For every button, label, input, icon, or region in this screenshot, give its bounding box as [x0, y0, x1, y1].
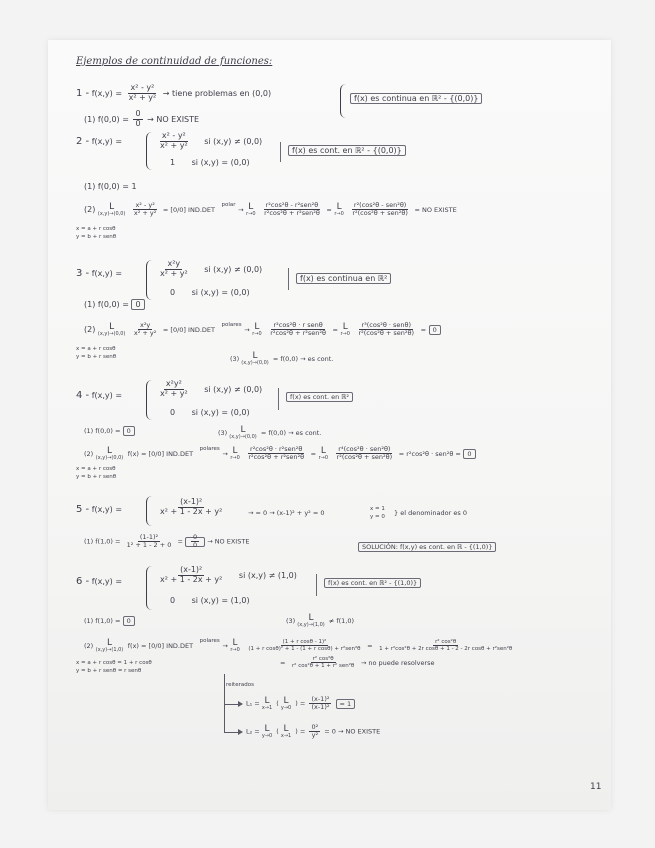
limit-symbol: L: [336, 201, 342, 212]
limit: [230, 639, 239, 653]
fraction: [377, 639, 514, 652]
indeterminate-form: = [0/0] IND.DET: [162, 206, 215, 215]
indeterminate-form: f(x) = [0/0] IND.DET: [127, 450, 194, 459]
conclusion-text: f(x) es cont. en ℝ²: [286, 392, 353, 402]
conclusion-text: f(x) es continua en ℝ²: [296, 273, 391, 284]
limit-symbol: L: [283, 695, 289, 706]
piecewise-case-1: [156, 380, 262, 399]
conclusion-text: f(x) es continua en ℝ² - {(0,0)}: [350, 93, 482, 104]
example-3-step-3: [230, 352, 333, 366]
denominator: r²(cos²θ + sen²θ): [352, 209, 408, 218]
example-2-number: 2 -: [76, 136, 90, 147]
conclusion-bar: [288, 268, 289, 290]
limit-symbol: L: [254, 321, 260, 332]
example-3-step-2: [84, 322, 441, 337]
fraction: [191, 534, 199, 549]
fraction: [158, 566, 224, 585]
numerator: r²cos²θ · r²sen²θ: [250, 445, 303, 453]
example-6-conclusion: [324, 580, 421, 587]
function-label: f(x,y) =: [91, 269, 123, 278]
limit: [246, 203, 255, 217]
limit-subscript: x→1: [280, 732, 292, 739]
step-number: (2): [84, 450, 94, 459]
close-paren: ): [295, 727, 298, 736]
denominator: 1 + r²cos²θ + 2r cosθ + 1 - 2 - 2r cosθ + r²sen²θ: [379, 646, 513, 652]
limit-symbol: L: [264, 695, 270, 706]
example-3-step-1: [84, 300, 145, 309]
boxed-value: 0: [429, 325, 441, 335]
denominator: 1² + 1 - 2 + 0: [126, 541, 172, 550]
example-4-number: 4 -: [76, 390, 90, 401]
conclusion-bar: [316, 574, 317, 596]
piecewise-case-1: [156, 566, 297, 585]
example-1-formula: [76, 84, 271, 103]
limit: [341, 323, 350, 337]
denominator: x² + y²: [160, 388, 188, 398]
denominator: r²(cos²θ + sen²θ): [358, 329, 415, 338]
step-number: (2): [84, 642, 94, 650]
piecewise-case-2: [170, 158, 250, 167]
denominator: x² + y²: [160, 140, 188, 150]
example-2-formula: [76, 136, 122, 148]
piecewise-case-2: [170, 288, 250, 297]
limit-subscript: r→0: [340, 330, 350, 337]
example-2-conclusion: [288, 146, 406, 155]
limit-symbol: L: [342, 321, 348, 332]
polar-note: polares: [199, 446, 220, 453]
denominator: r²cos²θ + r²sen²θ: [264, 209, 320, 218]
numerator: 0²: [311, 723, 319, 731]
denominator: 0: [135, 118, 141, 128]
fraction: [132, 322, 158, 337]
numerator: r² cos²θ: [435, 638, 457, 645]
denominator: x² + y²: [133, 329, 157, 338]
conclusion-text: f(x) es cont. en ℝ² - {(1,0)}: [324, 578, 421, 588]
equals-sign: =: [367, 642, 373, 650]
example-4-step-3: [218, 426, 321, 440]
example-5-number: 5 -: [76, 504, 90, 515]
limit-subscript: r→0: [246, 210, 256, 217]
example-2-step-1: (1) f(0,0) = 1: [84, 182, 137, 191]
denominator: y²: [311, 731, 319, 740]
equals-sign: =: [299, 699, 306, 708]
example-5-solution: [358, 544, 496, 551]
solution-y: y = 0: [370, 514, 385, 520]
limit-name: L₂ =: [246, 727, 260, 736]
limit-symbol: L: [106, 637, 112, 648]
limit-symbol: L: [248, 201, 254, 212]
numerator: (x-1)²: [180, 497, 203, 506]
limit-subscript: (x,y)→(1,0): [95, 646, 124, 653]
numerator: x² - y²: [135, 201, 155, 209]
step-number: (3): [286, 617, 296, 625]
step-number: (3): [218, 429, 228, 437]
limit-result: = 1: [336, 699, 356, 709]
example-6-step-1: [84, 618, 135, 625]
numerator: 0: [192, 533, 198, 541]
limit: [241, 352, 268, 366]
case-condition: si (x,y) = (0,0): [191, 158, 250, 167]
indeterminate-form: f(x) = [0/0] IND.DET: [127, 642, 194, 650]
denominator: x² + y²: [128, 92, 157, 102]
limit: [281, 725, 291, 739]
step-text: (1) f(1,0) =: [84, 617, 121, 625]
equals-sign: =: [310, 450, 317, 459]
numerator: x²y²: [165, 379, 182, 388]
limit-subscript: r→0: [252, 330, 262, 337]
arrow-icon: →: [238, 206, 244, 215]
denominator: (x-1)²: [311, 703, 330, 712]
fraction: [246, 446, 306, 461]
example-2-step-2: [84, 202, 457, 217]
limit: [230, 447, 239, 461]
case-value: 1: [170, 158, 176, 167]
numerator: x² - y²: [130, 83, 155, 92]
step-result: → NO EXISTE: [207, 537, 250, 546]
limit-subscript: (x,y)→(0,0): [229, 434, 257, 440]
notebook-page: [48, 40, 611, 810]
fraction: [133, 110, 142, 129]
open-paren: (: [276, 699, 279, 708]
numerator: x² - y²: [161, 131, 186, 140]
limit-subscript: r→0: [230, 646, 240, 653]
example-5-fraction: [156, 498, 226, 517]
piecewise-case-1: [156, 132, 262, 151]
limit-subscript: (x,y)→(0,0): [241, 360, 269, 366]
numerator: r² cos²θ: [312, 656, 334, 662]
arrow-icon: →: [244, 326, 250, 335]
equals-sign: =: [177, 537, 183, 546]
case-condition: si (x,y) ≠ (0,0): [204, 264, 263, 274]
numerator: x²y: [139, 321, 151, 329]
equals-sign: =: [280, 659, 286, 668]
example-3-conclusion: [296, 274, 391, 283]
fraction: [309, 696, 331, 711]
arrow-icon: →: [222, 642, 228, 650]
solution-text: SOLUCIÓN: f(x,y) es cont. en ℝ - {(1,0)}: [358, 542, 496, 552]
fraction: [262, 202, 322, 217]
denominator-note: } el denominador es 0: [394, 509, 467, 517]
limit: [281, 697, 291, 711]
piecewise-case-1: [156, 260, 262, 279]
substitution-y: y = b + r senθ = r senθ: [76, 668, 142, 674]
example-6-formula: [76, 576, 122, 588]
limit-subscript: (x,y)→(0,0): [97, 330, 126, 337]
numerator: (x-1)²: [311, 695, 330, 703]
fraction: [335, 446, 395, 461]
fraction: [127, 84, 159, 103]
limit: [98, 323, 125, 337]
example-3-number: 3 -: [76, 268, 90, 279]
problem-note: → tiene problemas en (0,0): [162, 88, 272, 98]
equals-sign: =: [326, 206, 332, 215]
denominator: r²cos²θ + r²sen²θ: [248, 453, 305, 462]
piecewise-case-2: [170, 408, 250, 417]
polar-note: polares: [199, 638, 220, 644]
arrow-icon: [238, 729, 243, 735]
example-5-step-1: [84, 534, 249, 549]
denominator: x² + 1 - 2x + y²: [160, 574, 223, 584]
numerator: r²(cos²θ - sen²θ): [353, 201, 407, 209]
example-6-step-2: [84, 638, 516, 653]
numerator: r³(cos²θ · senθ): [361, 321, 412, 329]
example-1-number: 1 -: [76, 87, 90, 99]
fraction: [246, 639, 362, 652]
example-6-polar-result: [280, 656, 435, 669]
limit-subscript: (x,y)→(0,0): [95, 454, 124, 461]
step-text: (1) f(1,0) =: [84, 537, 121, 546]
example-6-number: 6 -: [76, 576, 90, 587]
numerator: (1 + r cosθ - 1)²: [282, 638, 327, 645]
limit-symbol: L: [109, 321, 115, 332]
limit-subscript: r→0: [230, 454, 240, 461]
step-result: → NO EXISTE: [147, 114, 200, 124]
numerator: r²cos²θ - r²sen²θ: [265, 201, 319, 209]
step-result: = r²cos²θ · sen²θ =: [398, 450, 461, 459]
limit: [262, 697, 272, 711]
case-value: 0: [170, 408, 176, 417]
function-label: f(x,y) =: [91, 88, 123, 98]
limit-symbol: L: [264, 723, 270, 734]
limit: [252, 323, 261, 337]
step-text: (1) f(0,0) =: [84, 300, 129, 309]
denominator: x² + y²: [160, 268, 188, 278]
equals-sign: =: [299, 727, 306, 736]
case-condition: si (x,y) = (0,0): [191, 288, 250, 297]
case-condition: si (x,y) ≠ (0,0): [204, 384, 263, 394]
case-condition: si (x,y) ≠ (0,0): [204, 136, 263, 146]
denominator: r² cos²θ + 1 + r² sen²θ: [292, 663, 355, 670]
substitution-y: y = b + r senθ: [76, 474, 117, 480]
page-title: Ejemplos de continuidad de funciones:: [76, 56, 273, 67]
numerator: r⁴(cos²θ · sen²θ): [338, 445, 391, 453]
example-1-step-1: [84, 110, 199, 129]
boxed-value: 0: [131, 299, 144, 310]
fraction: [158, 260, 190, 279]
fraction: [350, 202, 410, 217]
substitution-y: y = b + r senθ: [76, 354, 117, 360]
step-text: (1) f(0,0) =: [84, 114, 129, 124]
case-condition: si (x,y) = (0,0): [191, 408, 250, 417]
example-4-step-1: [84, 428, 135, 435]
example-3-formula: [76, 268, 122, 280]
example-4-formula: [76, 390, 122, 402]
fraction: [158, 132, 190, 151]
denominator: 0: [192, 541, 198, 550]
function-label: f(x,y) =: [91, 577, 123, 586]
denominator: r²cos²θ + r²sen²θ: [270, 329, 326, 338]
example-5-formula: [76, 504, 122, 516]
substitution-x: x = a + r cosθ = 1 + r cosθ: [76, 660, 152, 666]
boxed-value: 0: [463, 449, 475, 459]
case-condition: si (x,y) = (1,0): [191, 596, 250, 605]
limit: [262, 725, 272, 739]
close-paren: ): [295, 699, 298, 708]
fraction: [125, 534, 174, 549]
fraction: [158, 380, 190, 399]
limit-subscript: (x,y)→(0,0): [97, 210, 126, 217]
denominator: (1 + r cosθ)² + 1 - (1 + r cosθ) + r²sen²θ: [248, 646, 361, 652]
limit: [297, 614, 324, 628]
iterated-limit-1: [246, 696, 355, 711]
iterated-label: reiterados: [226, 682, 254, 688]
arrow-icon: →: [222, 450, 228, 459]
limit-symbol: L: [308, 613, 314, 623]
function-label: f(x,y) =: [91, 505, 123, 514]
solution-x: x = 1: [370, 506, 385, 512]
numerator: x²y: [167, 259, 181, 268]
polar-note: polar: [221, 202, 236, 209]
limit-symbol: L: [283, 723, 289, 734]
example-4-conclusion: [286, 394, 353, 401]
fraction: [158, 498, 224, 517]
limit-subscript: r→0: [318, 454, 329, 461]
numerator: (1-1)²: [139, 533, 159, 541]
boxed-fraction: [185, 533, 205, 550]
boxed-value: 0: [123, 426, 135, 436]
limit-symbol: L: [232, 637, 238, 648]
limit: [98, 203, 125, 217]
polar-conclusion: → no puede resolverse: [360, 659, 435, 668]
case-value: 0: [170, 288, 176, 297]
limit-subscript: y→0: [261, 732, 273, 739]
limit-result: = 0 → NO EXISTE: [324, 727, 381, 736]
step-text: (1) f(0,0) =: [84, 427, 121, 435]
polar-note: polares: [221, 322, 242, 329]
substitution-x: x = a + r cosθ: [76, 466, 116, 472]
limit-symbol: L: [252, 351, 258, 361]
boxed-value: 0: [123, 616, 135, 626]
fraction: [290, 656, 356, 669]
example-5-analysis: → = 0 → (x-1)² + y² = 0: [248, 509, 325, 517]
limit-subscript: y→0: [280, 704, 292, 711]
equals-sign: =: [420, 326, 427, 335]
case-value: 0: [170, 596, 176, 605]
function-label: f(x,y) =: [91, 137, 123, 146]
function-label: f(x,y) =: [91, 391, 123, 400]
step-number: (2): [84, 205, 96, 215]
numerator: 0: [135, 109, 141, 118]
limit: [96, 639, 123, 653]
step-number: (2): [84, 325, 96, 335]
denominator: x² + 1 - 2x + y²: [160, 506, 223, 516]
limit: [229, 426, 256, 440]
open-paren: (: [276, 727, 279, 736]
tree-trunk: [224, 674, 225, 732]
iterated-limit-2: [246, 724, 380, 739]
step-result: = f(0,0) → es cont.: [272, 355, 334, 363]
limit-symbol: L: [106, 445, 112, 456]
step-number: (3): [230, 355, 240, 363]
equals-sign: =: [332, 326, 338, 335]
example-4-step-2: [84, 446, 476, 461]
page-number: 11: [590, 782, 602, 792]
limit-symbol: L: [320, 445, 326, 456]
step-result: = f(0,0) → es cont.: [260, 429, 322, 437]
piecewise-case-2: [170, 596, 250, 605]
numerator: (x-1)²: [180, 565, 203, 574]
step-result: ≠ f(1,0): [328, 617, 355, 625]
indeterminate-form: = [0/0] IND.DET: [162, 326, 215, 335]
denominator: x² + y²: [133, 209, 157, 218]
fraction: [132, 202, 158, 217]
fraction: [268, 322, 328, 337]
limit-symbol: L: [109, 201, 115, 212]
step-result: = NO EXISTE: [414, 206, 457, 215]
denominator: r²(cos²θ + sen²θ): [336, 453, 393, 462]
fraction: [309, 724, 320, 739]
limit-symbol: L: [232, 445, 238, 456]
example-1-conclusion: [350, 94, 482, 103]
limit: [319, 447, 328, 461]
substitution-x: x = a + r cosθ: [76, 226, 116, 232]
limit-symbol: L: [240, 425, 246, 435]
substitution-x: x = a + r cosθ: [76, 346, 116, 352]
conclusion-bar: [280, 142, 281, 162]
example-6-step-3: [286, 614, 354, 628]
limit: [96, 447, 123, 461]
limit-name: L₁ =: [246, 699, 260, 708]
fraction: [356, 322, 416, 337]
numerator: r²cos²θ · r senθ: [273, 321, 323, 329]
limit-subscript: x→1: [261, 704, 273, 711]
substitution-y: y = b + r senθ: [76, 234, 117, 240]
conclusion-bar: [278, 388, 279, 410]
conclusion-text: f(x) es cont. en ℝ² - {(0,0)}: [288, 145, 406, 156]
case-condition: si (x,y) ≠ (1,0): [238, 570, 297, 580]
arrow-icon: [238, 701, 243, 707]
limit-subscript: (x,y)→(1,0): [297, 622, 325, 628]
limit: [334, 203, 343, 217]
limit-subscript: r→0: [334, 210, 344, 217]
